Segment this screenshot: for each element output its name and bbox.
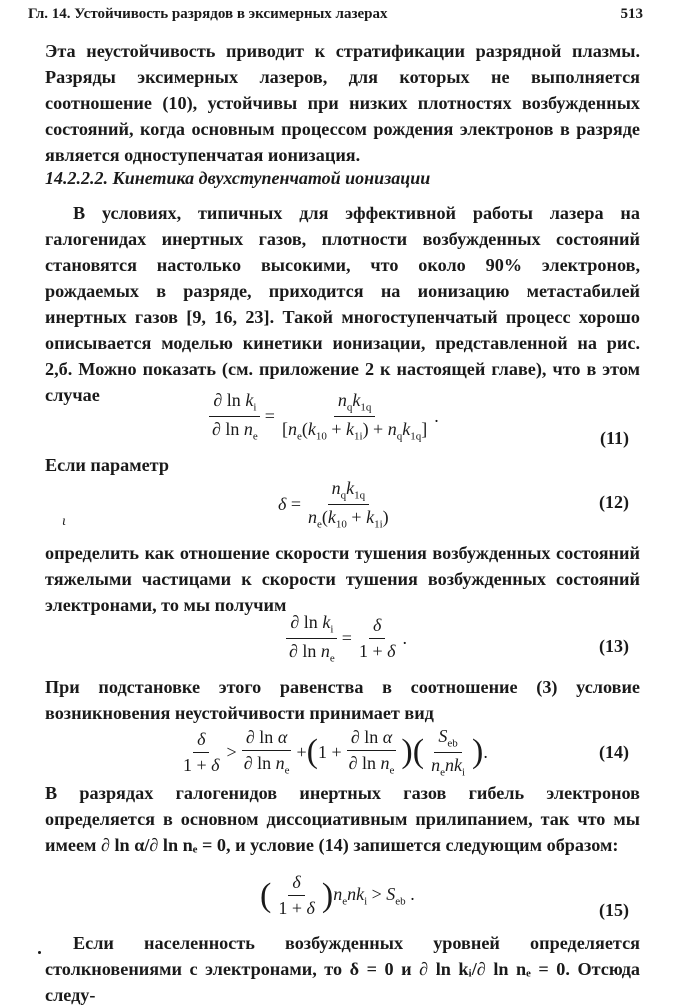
section-heading: 14.2.2.2. Кинетика двухступенчатой ионизации <box>45 168 431 188</box>
equation-number-12: (12) <box>599 492 629 512</box>
equation-14: $\frac{\delta}{1 + \delta}$ > $\frac{\text{∂ ln α}}{\partial \ln n_e}$ + ( 1 + $\frac{\text{∂ ln α}}{\partial \ln n_e}$ )( $\frac{S_{eb}}{n_enk_i}$ ) . <box>183 726 488 779</box>
equation-13: $\frac{\partial \ln k_i}{\partial \ln n_e}$ = $\frac{\delta}{1 + \delta}$ . <box>282 612 407 664</box>
equation-12: δ = $\frac{n_qk_{1q}}{n_e(k_{10} + k_{1i})}$ <box>278 478 389 531</box>
paragraph-3: Если параметр <box>45 455 169 475</box>
running-header <box>28 6 643 28</box>
equation-number-15: (15) <box>599 900 629 920</box>
equation-11: $\frac{\partial \ln k_i}{\partial \ln n_e}$ = $\frac{n_qk_{1q}}{[n_e(k_{10} + k_{1i}) + n_qk_{1q}]}$ . <box>205 390 439 442</box>
equation-15: ( $\frac{\delta}{1 + \delta}$ ) $n_enk_i > S_{eb}$ . <box>260 872 415 918</box>
paragraph-6: В разрядах галогенидов инертных газов гибель электронов определяется в основном диссоциативным прилипанием, так что мы имеем ∂ ln α/∂ ln nₑ = 0, и условие (14) запишется следующим образом: <box>45 783 640 855</box>
equation-number-11: (11) <box>600 428 629 448</box>
chapter-title: Гл. 14. Устойчивость разрядов в эксимерных лазерах <box>28 6 388 22</box>
page-number: 513 <box>620 6 643 22</box>
paragraph-7: Если населенность возбужденных уровней определяется столкновениями с электронами, то δ = 0 и ∂ ln kᵢ/∂ ln nₑ = 0. Отсюда следу- <box>45 933 640 1005</box>
paragraph-5: При подстановке этого равенства в соотношение (3) условие возникновения неустойчивости принимает вид <box>45 677 640 723</box>
paragraph-1: Эта неустойчивость приводит к стратификации разрядной плазмы. Разряды эксимерных лазеров, для которых не выполняется соотношение (10), устойчивы при низких плотностях возбужденных состояний, когда основным процессом рождения электронов в разряде является одноступенчатая ионизация. <box>45 41 640 165</box>
paragraph-2: В условиях, типичных для эффективной работы лазера на галогенидах инертных газов, плотности возбужденных состояний становятся настолько высокими, что около 90% электронов, рождаемых в разряде, приходится на ионизацию метастабилей инертных газов [9, 16, 23]. Такой многоступенчатый процесс хорошо описывается моделью кинетики ионизации, представленной на рис. 2,б. Можно показать (см. приложение 2 к настоящей главе), что в этом случае <box>45 203 640 405</box>
margin-dot <box>38 951 41 954</box>
equation-number-13: (13) <box>599 636 629 656</box>
equation-number-14: (14) <box>599 742 629 762</box>
paragraph-4: определить как отношение скорости тушения возбужденных состояний тяжелыми частицами к скорости тушения возбужденных состояний электронами, то мы получим <box>45 543 640 615</box>
stray-mark: ι <box>62 514 66 529</box>
